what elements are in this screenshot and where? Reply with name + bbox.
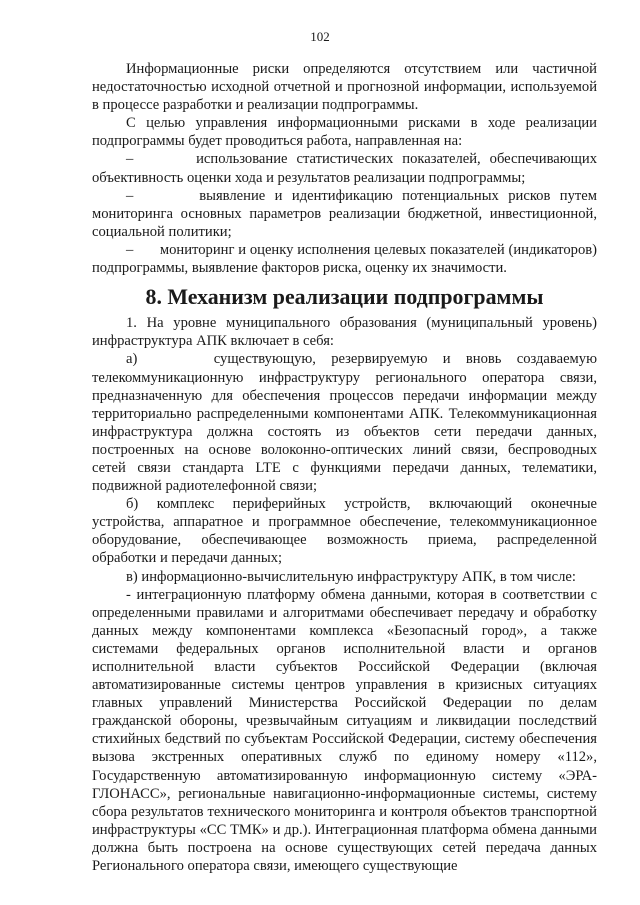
paragraph-integration-platform: - интеграционную платформу обмена данными, которая в соответствии с определенными правилами и алгоритмами обеспечивает передачу и обработку данных между компонентами комплекса «Безопасный город», а также системами федеральных органов исполнительной власти и органов исполнительной власти субъектов Российской Федерации (включая автоматизированные системы центров управления в кризисных ситуациях главных управлений Министерства Российской Федерации по делам гражданской обороны, чрезвычайным ситуациям и ликвидации последствий стихийных бедствий по субъектам Российской Федерации, систему обеспечения вызова экстренных оперативных служб по единому номеру «112», Государственную автоматизированную информационную систему «ЭРА-ГЛОНАСС», региональные навигационно-информационные системы, систему сбора результатов технического мониторинга и контроля объектов транспортной инфраструктуры «СС ТМК» и др.). Интеграционная платформа обмена данными должна быть построена на основе существующих сетей передача данных Регионального оператора связи, имеющего существующие — [92, 586, 597, 875]
page-number: 102 — [310, 29, 330, 44]
list-item-b-peripherals: б) комплекс периферийных устройств, включающий оконечные устройства, аппаратное и программное обеспечение, телекоммуникационное оборудование, обеспечивающее возможность приема, распределенной обработки и передачи данных; — [92, 496, 597, 567]
paragraph-information-risks: Информационные риски определяются отсутствием или частичной недостаточностью исходной отчетной и прогнозной информации, используемой в процессе разработки и реализации подпрограммы. — [92, 61, 597, 114]
document-body — [92, 60, 597, 875]
paragraph-municipal-level: 1. На уровне муниципального образования (муниципальный уровень) инфраструктура АПК включает в себя: — [92, 315, 597, 350]
list-item-c-computing: в) информационно-вычислительную инфраструктуру АПК, в том числе: — [126, 568, 576, 585]
paragraph-risk-management-intro: С целью управления информационными рисками в ходе реализации подпрограммы будет проводиться работа, направленная на: — [92, 115, 597, 150]
list-item-monitoring: – мониторинг и оценку исполнения целевых показателей (индикаторов) подпрограммы, выявление факторов риска, оценку их значимости. — [92, 241, 597, 277]
section-heading: 8. Механизм реализации подпрограммы — [145, 284, 544, 310]
list-item-risk-identification: – выявление и идентификацию потенциальных рисков путем мониторинга основных параметров реализации бюджетной, инвестиционной, социальной политики; — [92, 187, 597, 240]
list-item-statistics: – использование статистических показателей, обеспечивающих объективность оценки хода и результатов реализации подпрограммы; — [92, 151, 597, 186]
list-item-a-telecom: а) существующую, резервируемую и вновь создаваемую телекоммуникационную инфраструктуру регионального оператора связи, предназначенную для обеспечения процессов передачи информации между территориально распределенными компонентами АПК. Телекоммуникационная инфраструктура должна состоять из объектов сети передачи данных, построенных на основе волоконно-оптических линий связи, беспроводных сетей связи стандарта LTE с функциями передачи данных, телематики, подвижной радиотелефонной связи; — [92, 351, 597, 495]
